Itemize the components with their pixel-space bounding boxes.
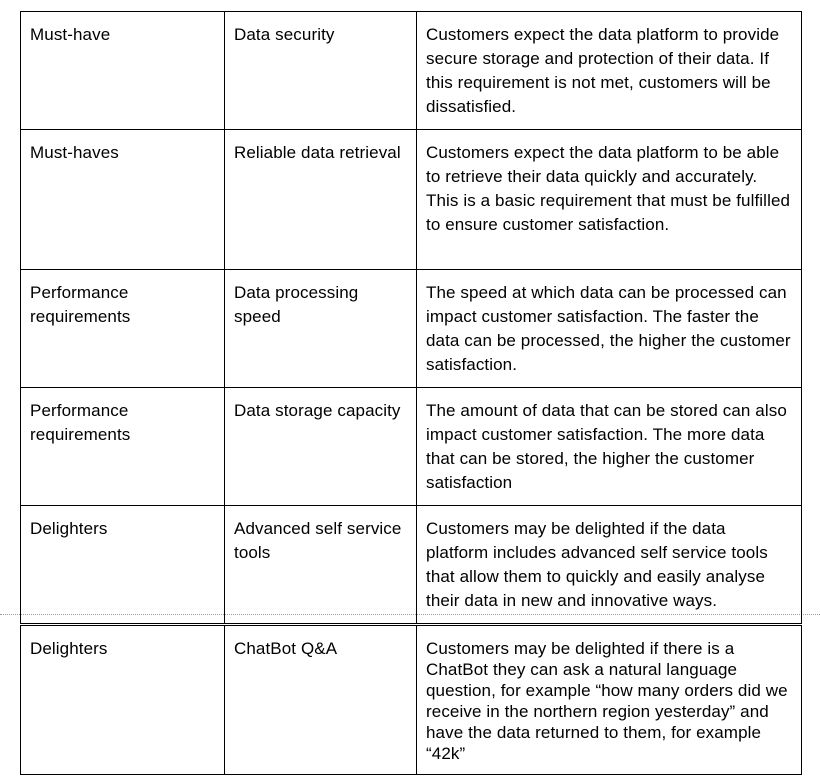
- table-row: [21, 625, 802, 775]
- description-cell: The amount of data that can be stored can also impact customer satisfaction. The more data that can be stored, the higher the customer satisfaction: [417, 388, 802, 506]
- category-cell: Delighters: [21, 625, 225, 775]
- table-row: [21, 12, 802, 130]
- description-cell: Customers expect the data platform to be able to retrieve their data quickly and accurately. This is a basic requirement that must be fulfilled to ensure customer satisfaction.: [417, 130, 802, 270]
- table-row: [21, 388, 802, 506]
- table-row: [21, 270, 802, 388]
- category-cell: Must-have: [21, 12, 225, 130]
- description-cell: Customers may be delighted if there is a ChatBot they can ask a natural language question, for example “how many orders did we receive in the northern region yesterday” and have the data returned to them, for example “42k”: [417, 625, 802, 775]
- requirement-cell: Data processing speed: [225, 270, 417, 388]
- category-cell: Must-haves: [21, 130, 225, 270]
- requirements-table: [20, 11, 802, 775]
- category-cell: Performance requirements: [21, 270, 225, 388]
- requirement-cell: Advanced self service tools: [225, 506, 417, 625]
- description-cell: Customers expect the data platform to provide secure storage and protection of their data. If this requirement is not met, customers will be dissatisfied.: [417, 12, 802, 130]
- table-row: [21, 506, 802, 625]
- table-row: [21, 130, 802, 270]
- requirement-cell: Reliable data retrieval: [225, 130, 417, 270]
- requirement-cell: Data storage capacity: [225, 388, 417, 506]
- category-cell: Delighters: [21, 506, 225, 625]
- requirement-cell: Data security: [225, 12, 417, 130]
- description-cell: The speed at which data can be processed can impact customer satisfaction. The faster the data can be processed, the higher the customer satisfaction.: [417, 270, 802, 388]
- description-cell: Customers may be delighted if the data platform includes advanced self service tools that allow them to quickly and easily analyse their data in new and innovative ways.: [417, 506, 802, 625]
- category-cell: Performance requirements: [21, 388, 225, 506]
- requirement-cell: ChatBot Q&A: [225, 625, 417, 775]
